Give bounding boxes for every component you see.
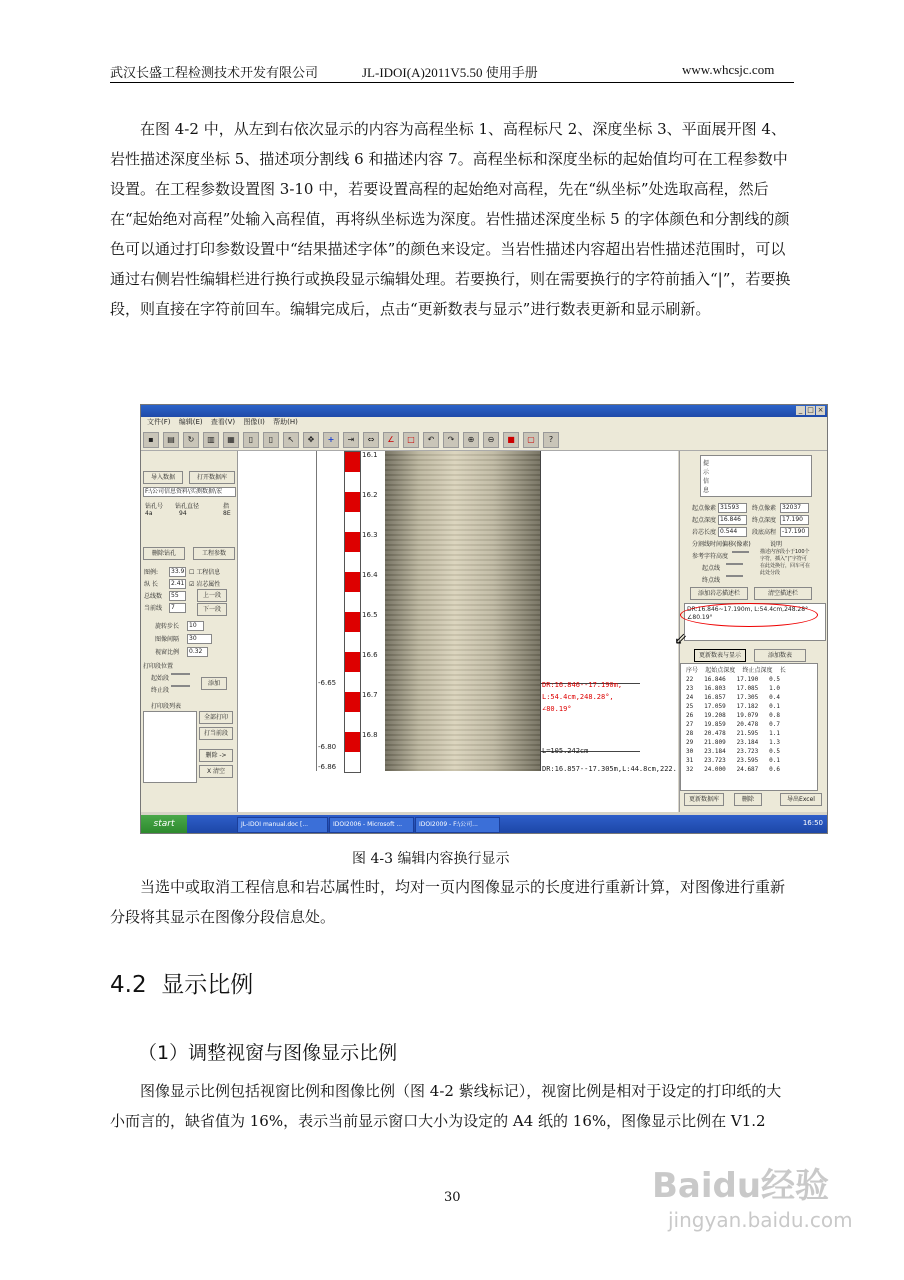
zoom-in-icon[interactable]: ⊕ — [463, 432, 479, 448]
start-segment-input[interactable] — [171, 673, 190, 675]
cell-diameter[interactable]: 94 — [179, 510, 187, 517]
table-header: 序号 起始点深度 终止点深度 长 — [686, 667, 786, 674]
annotation-line: DR:16.846--17.190m, — [542, 681, 623, 689]
core-length-input[interactable]: 0.544 — [718, 527, 747, 537]
frame-icon[interactable]: ▢ — [523, 432, 539, 448]
core-length-label: 岩芯长度 — [692, 529, 717, 536]
header-website: www.whcsjc.com — [682, 62, 775, 77]
field-label-current: 当前线 — [144, 605, 163, 612]
depth-tick: 16.8 — [362, 731, 378, 739]
rect-icon[interactable]: □ — [403, 432, 419, 448]
annotation-line: L:54.4cm,248.28°, — [542, 693, 614, 701]
start-segment-label: 起始段 — [151, 675, 170, 682]
note-label: 说明 — [770, 541, 783, 548]
end-depth-input[interactable]: 17.190 — [780, 515, 809, 525]
view-ratio-label: 视窗比例 — [155, 649, 180, 656]
elevation-label: -6.80 — [318, 743, 337, 751]
figure-screenshot — [140, 404, 828, 834]
table-row[interactable]: 27 19.859 20.478 0.7 — [686, 721, 780, 728]
clock: 16:50 — [802, 819, 823, 827]
delete-print-button[interactable]: 删除 -> — [199, 749, 233, 762]
depth-tick: 16.6 — [362, 651, 378, 659]
fit-icon[interactable]: ⇔ — [363, 432, 379, 448]
current-input[interactable]: 7 — [169, 603, 186, 613]
end-line-label: 终点线 — [702, 577, 721, 584]
close-icon[interactable]: × — [817, 406, 824, 414]
zoom-out-icon[interactable]: ⊖ — [483, 432, 499, 448]
table-row[interactable]: 26 19.208 19.079 0.8 — [686, 712, 780, 719]
refresh-icon[interactable]: ↻ — [183, 432, 199, 448]
image-gap-select[interactable]: 30 — [187, 634, 212, 644]
total-input[interactable]: 55 — [169, 591, 186, 601]
pointer-icon[interactable]: ↖ — [283, 432, 299, 448]
table-row[interactable]: 31 23.723 23.595 0.1 — [686, 757, 780, 764]
save-icon[interactable]: ▪ — [143, 432, 159, 448]
menu-help[interactable]: 帮助(H) — [273, 418, 298, 426]
minimize-icon[interactable]: _ — [796, 406, 805, 415]
header-rule — [110, 82, 794, 83]
checkbox-core-attr[interactable]: ☑ 岩芯属性 — [189, 581, 221, 588]
field-label-legend: 图例: — [144, 569, 159, 576]
delete-hole-button[interactable]: 删除钻孔 — [143, 547, 185, 560]
end-pixel-input[interactable]: 32037 — [780, 503, 809, 513]
taskbar-task[interactable]: JL-IDOI manual.doc [... — [237, 817, 328, 833]
header-manual-title: JL-IDOI(A)2011V5.50 使用手册 — [362, 65, 538, 80]
subsection-heading: （1）调整视窗与图像显示比例 — [138, 1042, 398, 1064]
update-table-display-button[interactable]: 更新数表与显示 — [694, 649, 746, 662]
taskbar-task[interactable]: IDOI2009 - F:\公司... — [415, 817, 500, 833]
col-hole-diameter: 钻孔直径 — [175, 503, 200, 510]
path-field[interactable]: F:\公司信息资料\实测数据\宏 — [143, 487, 236, 497]
depth-tick: 16.4 — [362, 571, 378, 579]
after-paragraph: 当选中或取消工程信息和岩芯属性时，均对一页内图像显示的长度进行重新计算，对图像进行重新分段将其显示在图像分段信息处。 — [110, 878, 786, 926]
add-description-button[interactable]: 添加岩芯描述栏 — [690, 587, 748, 600]
offset-label: 分割线时间偏移(像素) — [692, 541, 751, 548]
col-extra: 指 — [223, 503, 230, 510]
table-row[interactable]: 24 16.857 17.305 0.4 — [686, 694, 780, 701]
table-row[interactable]: 30 23.184 23.723 0.5 — [686, 748, 780, 755]
segment-height-label: 段底高程 — [752, 529, 777, 536]
elevation-label: -6.65 — [318, 679, 337, 687]
data-table[interactable] — [680, 663, 818, 791]
elevation-label: -6.86 — [318, 763, 337, 771]
depth-tick: 16.7 — [362, 691, 378, 699]
import-data-button[interactable]: 导入数据 — [143, 471, 183, 484]
start-pixel-label: 起点像素 — [692, 505, 717, 512]
table-row[interactable]: 32 24.000 24.687 0.6 — [686, 766, 780, 773]
start-depth-label: 起点深度 — [692, 517, 717, 524]
watermark-url: jingyan.baidu.com — [668, 1208, 853, 1232]
cell-extra[interactable]: 8E — [223, 510, 231, 517]
print-list-box[interactable] — [143, 711, 197, 783]
menubar — [141, 417, 827, 428]
table-row[interactable]: 25 17.059 17.182 0.1 — [686, 703, 780, 710]
annotation-length: L=105.242cm — [542, 747, 589, 755]
field-label-total: 总线数 — [144, 593, 163, 600]
delete-row-button[interactable]: 删除 — [734, 793, 762, 806]
description-editor-text: DR:16.846~17.190m, L:54.4cm,248.28° ∠80.19° — [687, 606, 809, 621]
figure-caption: 图 4-3 编辑内容换行显示 — [352, 851, 510, 867]
maximize-icon[interactable]: □ — [807, 406, 814, 414]
color-icon[interactable]: ■ — [503, 432, 519, 448]
hint-box — [700, 455, 812, 497]
description-divider — [540, 451, 541, 771]
start-line-input[interactable] — [726, 563, 743, 565]
highlight-ellipse — [680, 603, 818, 627]
preview-icon[interactable]: ▦ — [223, 432, 239, 448]
intro-paragraph: 在图 4-2 中，从左到右依次显示的内容为高程坐标 1、高程标尺 2、深度坐标 3、平面展开图 4、岩性描述深度坐标 5、描述项分割线 6 和描述内容 7。高程坐标和深度坐标的起始值均可在工程参数中设置。在工程参数设置图 3-10 中，若要设置高程的起始绝对高程，先在“纵坐标”处选取高程，然后在“起始绝对高程”处输入高程值，再将纵坐标选为深度。岩性描述深度坐标 5 的字体颜色和分割线的颜色可以通过打印参数设置中“结果描述字体”的颜色来设定。当岩性描述内容超出岩性描述范围时，可以通过右侧岩性编辑栏进行换行或换段显示编辑处理。若要换行，则在需要换行的字符前插入“|”，若要换段，则直接在字符前回车。编辑完成后，点击“更新数表与显示”进行数表更新和显示刷新。 — [110, 120, 791, 318]
page-icon[interactable]: ▯ — [243, 432, 259, 448]
start-depth-input[interactable]: 16.846 — [718, 515, 747, 525]
start-button[interactable]: start — [141, 815, 187, 833]
cross-icon[interactable]: + — [323, 432, 339, 448]
elevation-axis-line — [316, 451, 317, 771]
image-display-area[interactable] — [238, 451, 678, 812]
menu-image[interactable]: 图像(I) — [243, 418, 265, 426]
clear-print-button[interactable]: X 清空 — [199, 765, 233, 778]
legend-input[interactable]: 33.9 — [171, 568, 185, 575]
table-row[interactable]: 29 21.809 23.184 1.3 — [686, 739, 780, 746]
field-label-length: 纵 长 — [144, 581, 158, 588]
menu-view[interactable]: 查看(V) — [210, 418, 236, 426]
update-database-button[interactable]: 更新数据库 — [684, 793, 724, 806]
depth-tick: 16.1 — [362, 451, 378, 459]
right-panel — [674, 451, 828, 812]
end-segment-input[interactable] — [171, 685, 190, 687]
segment-height-input[interactable]: -17.190 — [780, 527, 809, 537]
taskbar — [141, 815, 827, 833]
print-group-label: 打印段位置 — [143, 663, 174, 670]
print-icon[interactable]: ▥ — [203, 432, 219, 448]
table-row[interactable]: 22 16.846 17.190 0.5 — [686, 676, 780, 683]
checkbox-project-info[interactable]: ☐ 工程信息 — [189, 569, 221, 576]
final-paragraph: 图像显示比例包括视窗比例和图像比例（图 4-2 紫线标记），视窗比例是相对于设定的打印纸的大小而言的，缺省值为 16%，表示当前显示窗口大小为设定的 A4 纸的 16%，图像显示比例在 V1.2 — [110, 1082, 782, 1130]
elevation-scale-bar — [344, 451, 361, 773]
cell-hole[interactable]: 4a — [145, 510, 153, 517]
depth-tick: 16.5 — [362, 611, 378, 619]
rotate-step-label: 旋转步长 — [155, 623, 180, 630]
ref-height-label: 参考字符高度 — [692, 553, 729, 560]
table-row[interactable]: 28 20.478 21.595 1.1 — [686, 730, 780, 737]
borehole-image — [385, 451, 540, 771]
length-input[interactable]: 2.41 — [171, 580, 185, 587]
project-params-button[interactable]: 工程参数 — [193, 547, 235, 560]
start-pixel-input[interactable]: 31593 — [718, 503, 747, 513]
hint-label: 提示信息 — [703, 460, 710, 494]
end-depth-label: 终点深度 — [752, 517, 777, 524]
window-titlebar — [141, 405, 827, 417]
menu-file[interactable]: 文件(F) — [147, 418, 171, 426]
watermark-brand: Baidu经验 — [652, 1166, 830, 1206]
ref-height-input[interactable] — [732, 551, 749, 553]
open-icon[interactable]: ▤ — [163, 432, 179, 448]
left-panel — [141, 451, 238, 812]
menu-edit[interactable]: 编辑(E) — [178, 418, 203, 426]
split-icon[interactable]: ⇥ — [343, 432, 359, 448]
view-ratio-input[interactable]: 0.32 — [187, 647, 208, 657]
move-icon[interactable]: ✥ — [303, 432, 319, 448]
end-segment-label: 终止段 — [151, 687, 170, 694]
annotation-next-segment: DR:16.857--17.305m,L:44.8cm,222. — [542, 765, 677, 773]
clear-description-button[interactable]: 清空描述栏 — [754, 587, 812, 600]
add-print-button[interactable]: 添加 — [201, 677, 227, 690]
print-list-label: 打印段列表 — [151, 703, 182, 710]
print-all-button[interactable]: 全部打印 — [199, 711, 233, 724]
header-company: 武汉长盛工程检测技术开发有限公司 — [110, 65, 319, 80]
redo-icon[interactable]: ↷ — [443, 432, 459, 448]
image-gap-label: 图像间隔 — [155, 636, 180, 643]
depth-tick: 16.3 — [362, 531, 378, 539]
open-database-button[interactable]: 打开数据库 — [189, 471, 235, 484]
section-title: 显示比例 — [161, 972, 254, 998]
start-line-label: 起点线 — [702, 565, 721, 572]
help-icon[interactable]: ? — [543, 432, 559, 448]
page-number: 30 — [444, 1190, 461, 1205]
print-current-button[interactable]: 打当前段 — [199, 727, 233, 740]
rotate-step-input[interactable]: 10 — [187, 621, 204, 631]
annotation-line: ∠80.19° — [542, 705, 572, 713]
section-heading — [110, 966, 253, 999]
pointer-arrow-icon: ⇙ — [674, 629, 688, 648]
angle-icon[interactable]: ∠ — [383, 432, 399, 448]
undo-icon[interactable]: ↶ — [423, 432, 439, 448]
next-segment-button[interactable]: 下一段 — [197, 603, 227, 616]
table-row[interactable]: 23 16.803 17.085 1.0 — [686, 685, 780, 692]
depth-tick: 16.2 — [362, 491, 378, 499]
end-line-input[interactable] — [726, 575, 743, 577]
export-excel-button[interactable]: 导出Excel — [780, 793, 822, 806]
note-text: 描述内容段小于100个字符，插入“|”字符可在此处换行，回车可在此处分段 — [760, 549, 811, 576]
page2-icon[interactable]: ▯ — [263, 432, 279, 448]
end-pixel-label: 终点像素 — [752, 505, 777, 512]
window-controls — [795, 406, 825, 415]
taskbar-task[interactable]: IDOI2006 - Microsoft ... — [329, 817, 414, 833]
col-hole-number: 钻孔号 — [145, 503, 164, 510]
section-number: 4.2 — [110, 972, 147, 998]
toolbar — [141, 428, 827, 451]
add-table-button[interactable]: 添加数表 — [754, 649, 806, 662]
prev-segment-button[interactable]: 上一段 — [197, 589, 227, 602]
